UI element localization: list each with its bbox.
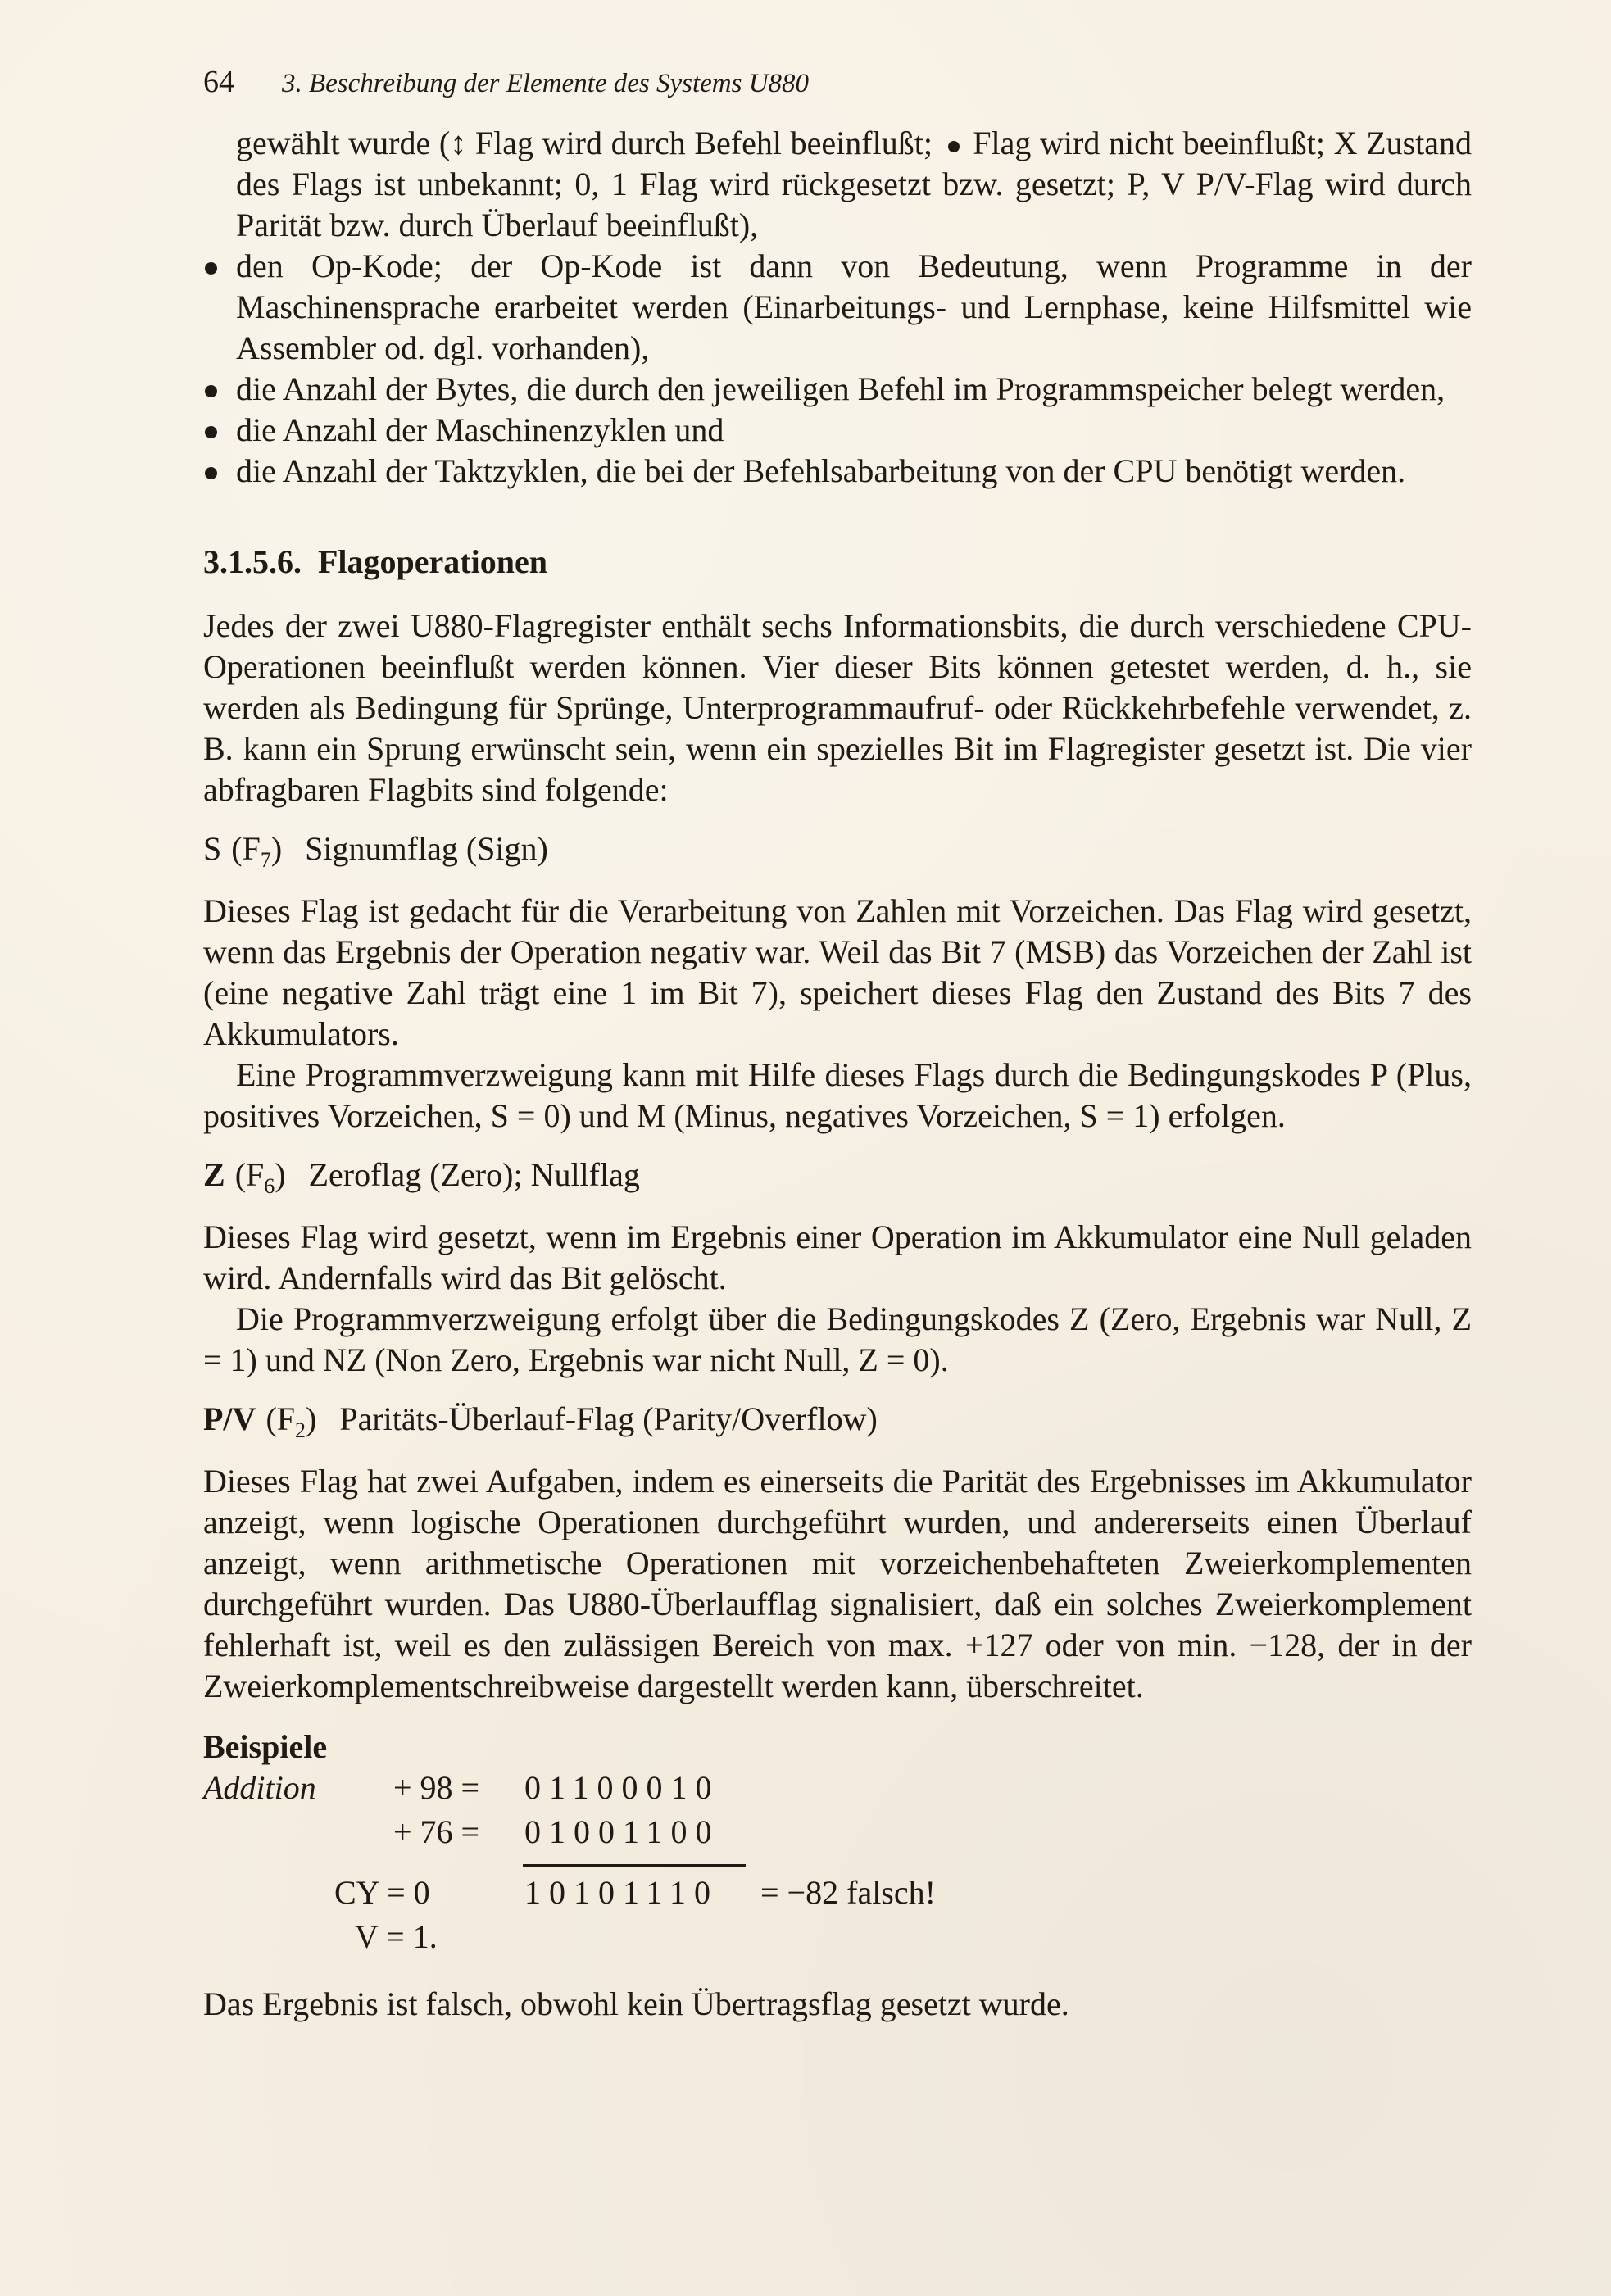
list-item bbox=[203, 246, 1472, 369]
flag-symbol: S bbox=[203, 830, 222, 867]
list-item-text: die Anzahl der Taktzyklen, die bei der Befehlsabarbeitung von der CPU benötigt werden. bbox=[236, 452, 1406, 489]
flag-paragraph: Dieses Flag wird gesetzt, wenn im Ergebnis einer Operation im Akkumulator eine Null geladen wird. Andernfalls wird das Bit gelöscht. bbox=[203, 1218, 1472, 1296]
operand-2-bits: 01001100 bbox=[524, 1813, 720, 1850]
example-label: Addition bbox=[203, 1769, 316, 1806]
updown-arrow-icon: ↕ bbox=[450, 125, 467, 161]
intro-block bbox=[203, 123, 1472, 492]
continuation-part-1: gewählt wurde ( bbox=[236, 125, 451, 161]
flag-paragraph: Eine Programmverzweigung kann mit Hilfe dieses Flags durch die Bedingungskodes P (Plus, positives Vorzeichen, S = 0) und M (Minus, negatives Vorzeichen, S = 1) erfolgen. bbox=[203, 1056, 1472, 1134]
flag-name: Paritäts-Überlauf-Flag (Parity/Overflow) bbox=[339, 1400, 878, 1437]
flag-symbol: P/V bbox=[203, 1400, 256, 1437]
bullet-dot-icon bbox=[205, 262, 217, 275]
continuation-part-2: Flag wird durch Befehl beeinflußt; bbox=[466, 125, 942, 161]
list-item bbox=[203, 410, 1472, 451]
section-intro: Jedes der zwei U880-Flagregister enthält sechs Informationsbits, die durch verschiedene CPU-Operationen beeinflußt werden können. Vier dieser Bits können getestet werden, d. h., sie werden als Bedingung für Sprünge, Unterprogrammaufruf- oder Rückkehrbefehle verwendet, z. B. kann ein Sprung erwünscht sein, wenn ein spezielles Bit im Flagregister gesetzt ist. Die vier abfragbaren Flagbits sind folgende: bbox=[203, 607, 1472, 808]
flag-name: Zeroflag (Zero); Nullflag bbox=[308, 1156, 640, 1193]
addition-example bbox=[203, 1767, 1472, 1972]
flag-paragraph: Dieses Flag ist gedacht für die Verarbeitung von Zahlen mit Vorzeichen. Das Flag wird gesetzt, wenn das Ergebnis der Operation negativ war. Weil das Bit 7 (MSB) das Vorzeichen der Zahl ist (eine negative Zahl trägt eine 1 im Bit 7), speichert dieses Flag den Zustand des Bits 7 des Akkumulators. bbox=[203, 892, 1472, 1052]
list-item-text: die Anzahl der Bytes, die durch den jeweiligen Befehl im Programmspeicher belegt werden, bbox=[236, 370, 1445, 407]
operand-1: + 98 = bbox=[393, 1769, 480, 1806]
running-header bbox=[203, 64, 1472, 100]
list-item-text: den Op-Kode; der Op-Kode ist dann von Bedeutung, wenn Programme in der Maschinensprache erarbeitet werden (Einarbeitungs- und Lernphase, keine Hilfsmittel wie Assembler od. dgl. vorhanden), bbox=[236, 247, 1472, 366]
section-number: 3.1.5.6. bbox=[203, 543, 302, 580]
flag-name: Signumflag (Sign) bbox=[305, 830, 548, 867]
bullet-dot-icon bbox=[205, 385, 217, 397]
examples-heading: Beispiele bbox=[203, 1728, 328, 1765]
running-title: 3. Beschreibung der Elemente des Systems U880 bbox=[282, 69, 810, 98]
result-bits: 10101110 bbox=[524, 1874, 719, 1911]
flag-heading-s bbox=[203, 828, 1472, 881]
flag-register: $(F_6)$ bbox=[234, 1156, 286, 1198]
carry-flag-value: CY = 0 bbox=[334, 1874, 430, 1911]
section-title: Flagoperationen bbox=[318, 543, 547, 580]
closing-sentence: Das Ergebnis ist falsch, obwohl kein Übertragsflag gesetzt wurde. bbox=[203, 1985, 1069, 2022]
flag-register: $(F_7)$ bbox=[231, 830, 283, 872]
page-number: 64 bbox=[203, 65, 234, 99]
intro-continuation bbox=[203, 123, 1472, 246]
list-item-text: die Anzahl der Maschinenzyklen und bbox=[236, 411, 724, 448]
bullet-dot-icon bbox=[948, 141, 960, 152]
operand-2: + 76 = bbox=[393, 1813, 480, 1850]
section-body bbox=[203, 606, 1472, 2025]
flag-paragraph: Dieses Flag hat zwei Aufgaben, indem es einerseits die Parität des Ergebnisses im Akkumulator anzeigt, wenn logische Operationen durchgeführt wurden, und andererseits einen Überlauf anzeigt, wenn arithmetische Operationen mit vorzeichenbehafteten Zweierkomplementen durchgeführt wurden. Das U880-Überlaufflag signalisiert, daß ein solches Zweierkomplement fehlerhaft ist, weil es den zulässigen Bereich von max. +127 oder von min. −128, der in der Zweierkomplementschreibweise dargestellt werden kann, überschreitet. bbox=[203, 1463, 1472, 1704]
flag-paragraph: Die Programmverzweigung erfolgt über die Bedingungskodes Z (Zero, Ergebnis war Null, Z = 1) und NZ (Non Zero, Ergebnis war nicht Null, Z = 0). bbox=[203, 1300, 1472, 1378]
result-text: = −82 falsch! bbox=[760, 1874, 936, 1911]
overflow-flag-value: V = 1. bbox=[355, 1918, 438, 1955]
continuation-part-3: Flag wird nicht beeinflußt; X Zustand des Flags ist unbekannt; 0, 1 Flag wird rückgesetzt bzw. gesetzt; P, V P/V-Flag wird durch Parität bzw. durch Überlauf beeinflußt), bbox=[236, 125, 1473, 243]
list-item bbox=[203, 451, 1472, 492]
section-heading bbox=[203, 542, 1472, 581]
bullet-dot-icon bbox=[205, 426, 217, 438]
flag-register: $(F_2)$ bbox=[265, 1400, 317, 1442]
bullet-list bbox=[203, 246, 1472, 492]
sum-rule bbox=[523, 1864, 746, 1867]
flag-symbol: Z bbox=[203, 1156, 225, 1193]
list-item bbox=[203, 369, 1472, 410]
flag-heading-pv bbox=[203, 1399, 1472, 1451]
flag-heading-z bbox=[203, 1155, 1472, 1207]
bullet-dot-icon bbox=[205, 467, 217, 479]
operand-1-bits: 01100010 bbox=[524, 1769, 720, 1806]
